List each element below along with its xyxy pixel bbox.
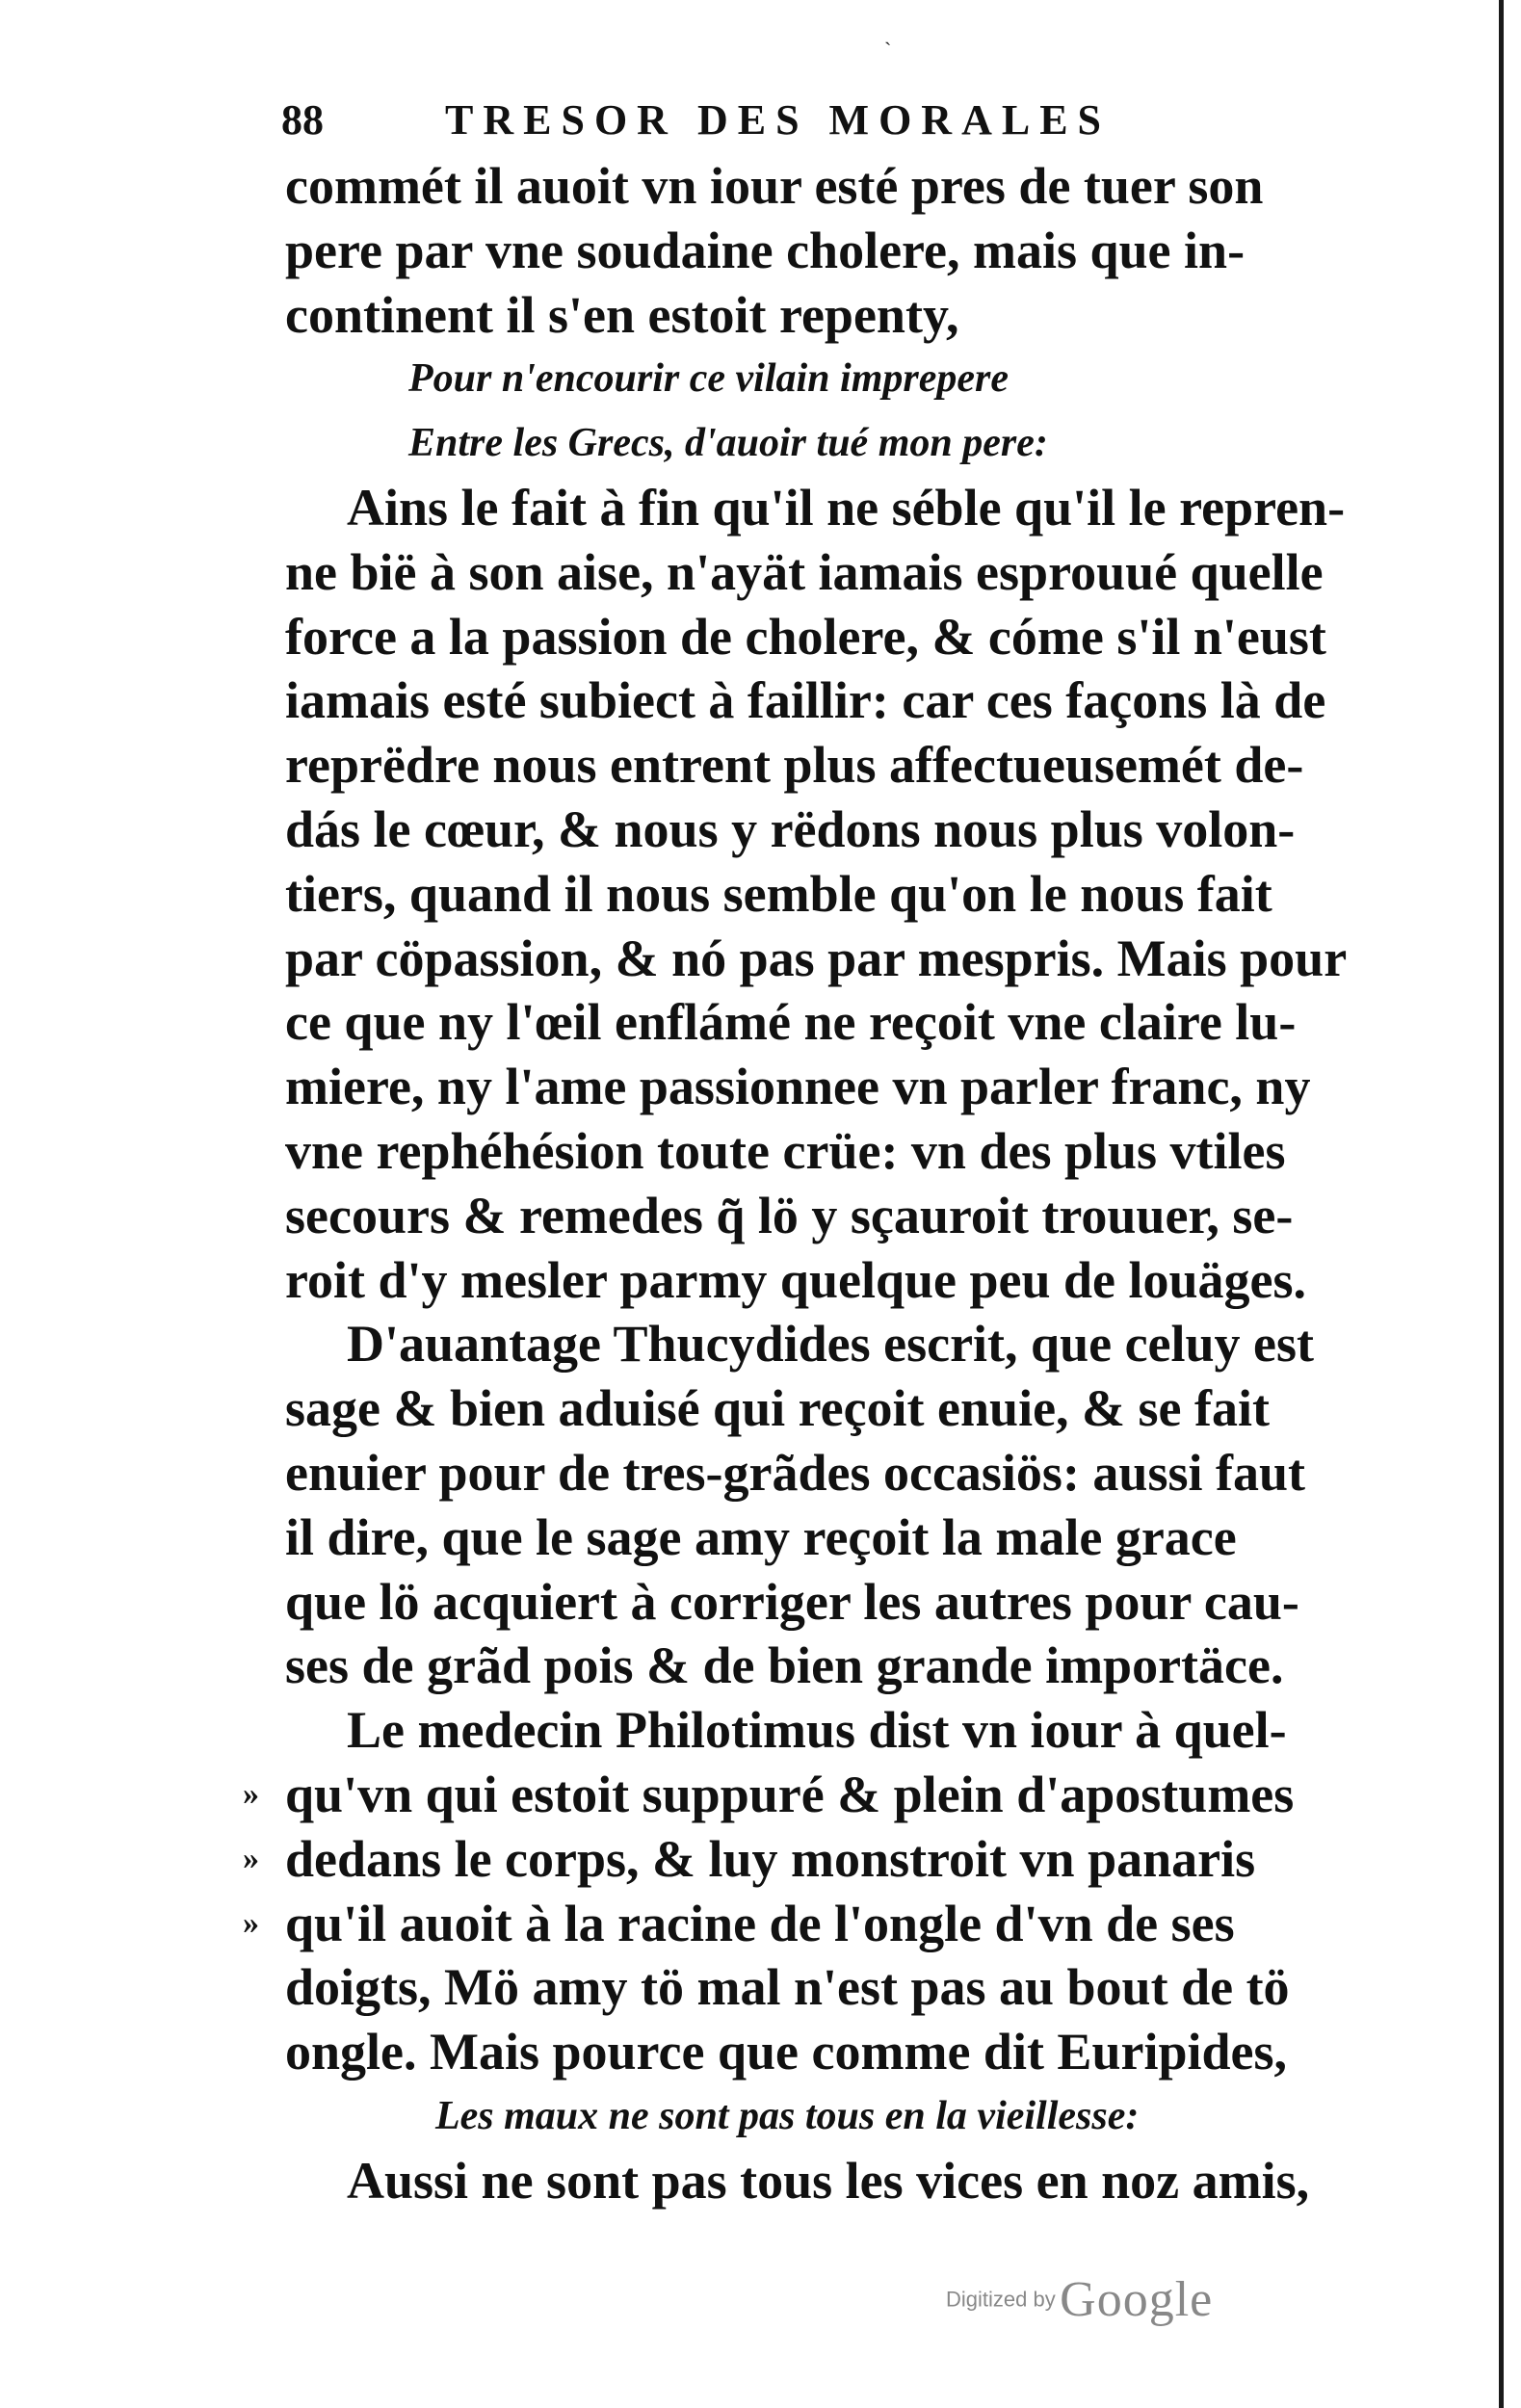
text-line [272,605,1341,669]
text-line [272,862,1341,927]
quotation-marker: » [243,1775,259,1812]
line-text: dás le cœur, & nous y rëdons nous plus volon- [285,799,1296,858]
book-page [243,87,1348,2213]
line-text: Aussi ne sont pas tous les vices en noz amis, [347,2151,1310,2210]
line-text: D'auantage Thucydides escrit, que celuy est [347,1315,1315,1374]
text-line [272,540,1341,605]
line-text: que lö acquiert à corriger les autres pour cau- [285,1572,1299,1631]
quotation-marker: » [243,1840,259,1876]
text-line [272,1698,1341,1763]
line-text: ses de grãd pois & de bien grande importäce. [285,1636,1284,1695]
body-text [243,154,1348,2213]
page-edge-rule [1499,0,1504,2408]
text-line [272,1634,1341,1698]
text-line [272,2149,1341,2213]
line-text: Entre les Grecs, d'auoir tué mon pere: [408,421,1048,466]
digitization-watermark [946,2271,1213,2328]
text-line [272,154,1341,219]
line-text: roit d'y mesler parmy quelque peu de louäges. [285,1250,1307,1309]
line-text: reprëdre nous entrent plus affectueusemét de- [285,736,1304,795]
text-line [272,1955,1341,2020]
line-text: commét il auoit vn iour esté pres de tuer son [285,157,1264,215]
line-text: ne bië à son aise, n'ayät iamais esprouué quelle [285,542,1324,601]
line-text: continent il s'en estoit repenty, [285,285,959,344]
text-line [272,1505,1341,1570]
text-line [272,1184,1341,1248]
line-text: force a la passion de cholere, & cóme s'il n'eust [285,607,1326,666]
text-line [272,733,1341,798]
line-text: Ains le fait à fin qu'il ne séble qu'il le repren- [347,478,1346,537]
line-text: il dire, que le sage amy reçoit la male grace [285,1507,1237,1566]
running-title: TRESOR DES MORALES [445,96,1112,144]
quotation-marker: » [243,1904,259,1941]
text-line [272,347,1341,411]
line-text: vne rephéhésion toute crüe: vn des plus vtiles [285,1121,1286,1180]
line-text: iamais esté subiect à faillir: car ces façons là de [285,671,1326,730]
line-text: dedans le corps, & luy monstroit vn panaris [285,1829,1256,1888]
text-line [243,1827,1341,1892]
line-text: pere par vne soudaine cholere, mais que in- [285,221,1246,279]
text-line [272,1248,1341,1313]
text-line [272,798,1341,862]
line-text: enuier pour de tres-grãdes occasiös: aussi faut [285,1443,1305,1502]
line-text: par cöpassion, & nó pas par mespris. Mais pour [285,929,1348,987]
text-line [272,1055,1341,1119]
text-line [272,990,1341,1055]
line-text: Pour n'encourir ce vilain imprepere [408,356,1009,402]
ink-speck: ˎ [884,21,892,45]
text-line [243,1763,1341,1827]
digitized-by-label: Digitized by [946,2287,1056,2312]
text-line [272,411,1341,476]
text-line [272,476,1346,540]
text-line [272,2020,1341,2084]
text-line [272,2084,1341,2149]
line-text: Les maux ne sont pas tous en la vieillesse: [435,2093,1140,2138]
line-text: ce que ny l'œil enflámé ne reçoit vne claire lu- [285,993,1297,1052]
text-line [272,1312,1341,1376]
running-header [272,87,1341,154]
text-line [272,1119,1341,1184]
line-text: tiers, quand il nous semble qu'on le nous fait [285,864,1272,923]
google-logo: Google [1060,2272,1214,2327]
line-text: doigts, Mö amy tö mal n'est pas au bout de tö [285,1958,1290,2017]
line-text: qu'vn qui estoit suppuré & plein d'apostumes [285,1765,1295,1823]
line-text: ongle. Mais pource que comme dit Euripides, [285,2023,1288,2081]
text-line [272,1570,1341,1635]
text-line [272,1376,1341,1441]
text-line [243,1892,1341,1956]
text-line [272,927,1348,991]
line-text: qu'il auoit à la racine de l'ongle d'vn de ses [285,1894,1235,1952]
text-line [272,1441,1341,1505]
page-number: 88 [281,96,324,144]
text-line [272,219,1341,283]
line-text: secours & remedes q̃ lö y sçauroit trouuer, se- [285,1186,1294,1244]
text-line [272,668,1341,733]
line-text: sage & bien aduisé qui reçoit enuie, & se fait [285,1379,1270,1438]
line-text: miere, ny l'ame passionnee vn parler franc, ny [285,1058,1311,1116]
line-text: Le medecin Philotimus dist vn iour à quel- [347,1701,1287,1760]
text-line [272,283,1341,348]
